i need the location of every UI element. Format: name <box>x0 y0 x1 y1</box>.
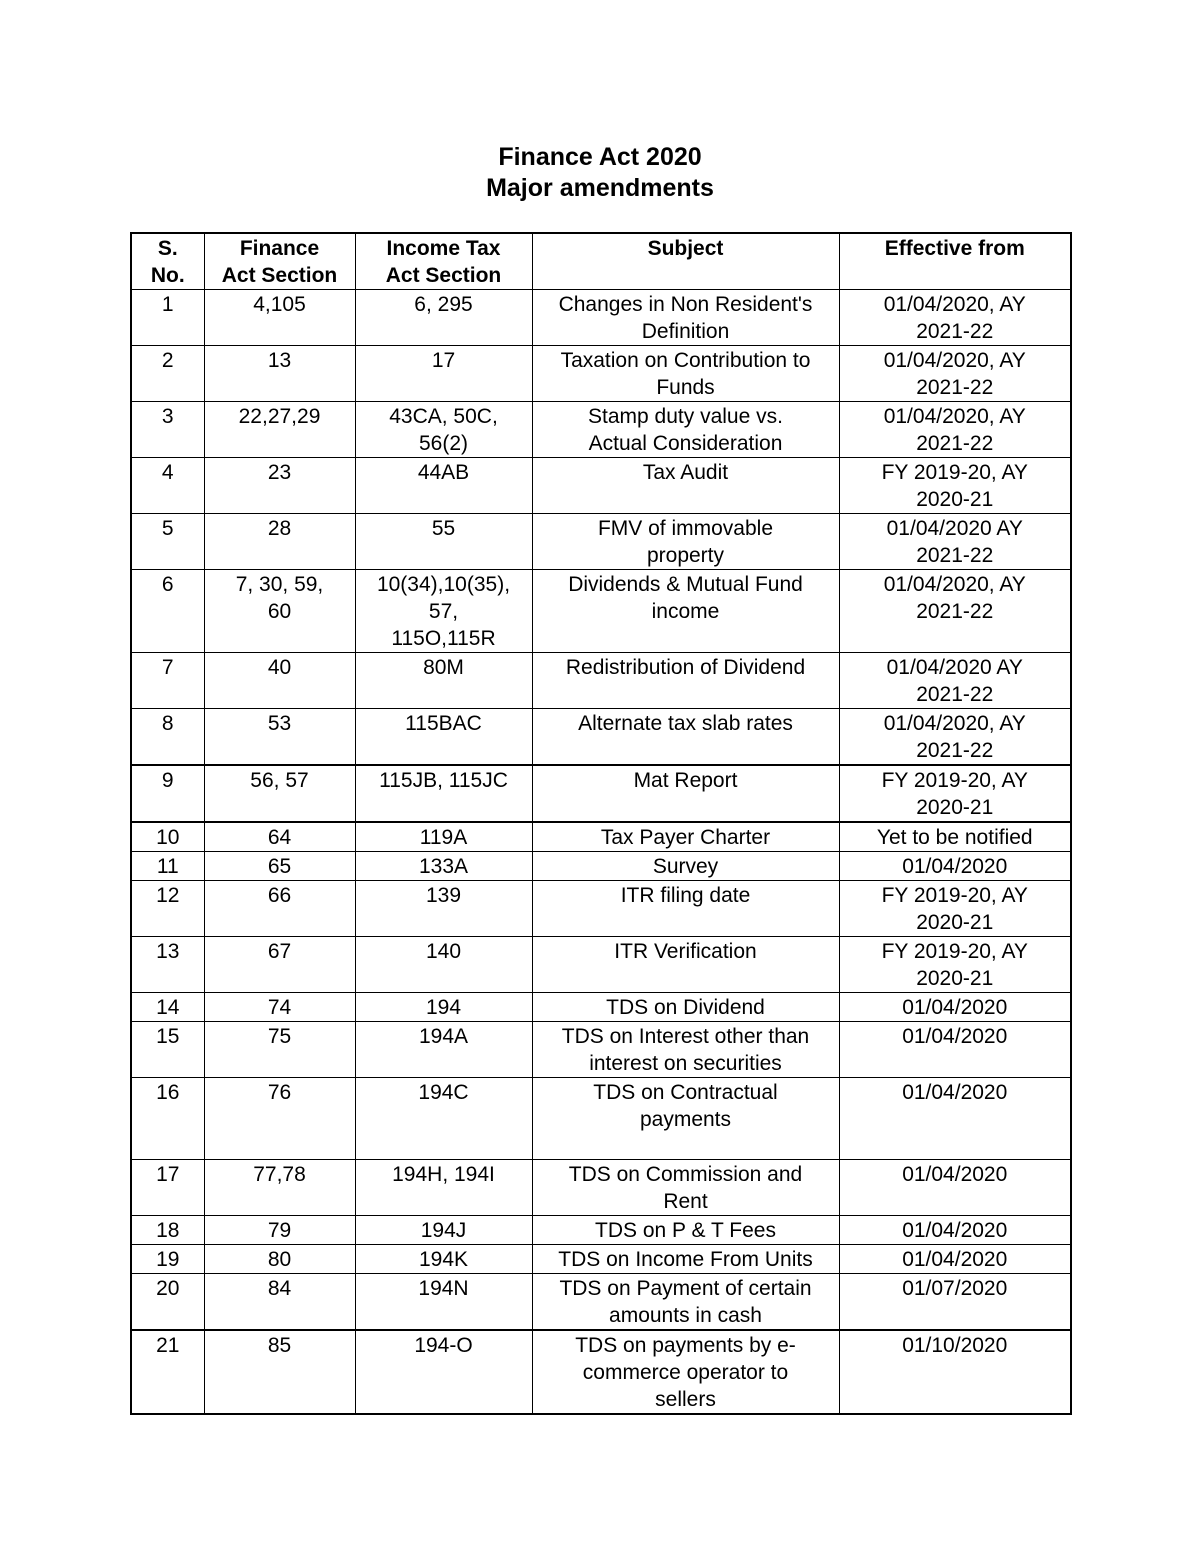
table-row <box>131 514 1071 570</box>
cell-serial-no: 10 <box>131 822 204 852</box>
cell-effective-from: 01/04/2020, AY 2021-22 <box>839 290 1071 346</box>
cell-income-tax-act-section: 115BAC <box>355 709 532 766</box>
cell-subject: Mat Report <box>532 765 839 822</box>
column-header-finance-act-section: Finance Act Section <box>204 233 355 290</box>
cell-subject: Alternate tax slab rates <box>532 709 839 766</box>
cell-finance-act-section: 53 <box>204 709 355 766</box>
table-row <box>131 458 1071 514</box>
cell-finance-act-section: 64 <box>204 822 355 852</box>
cell-finance-act-section: 40 <box>204 653 355 709</box>
cell-effective-from: FY 2019-20, AY 2020-21 <box>839 937 1071 993</box>
cell-income-tax-act-section: 55 <box>355 514 532 570</box>
cell-serial-no: 21 <box>131 1330 204 1414</box>
cell-subject: FMV of immovable property <box>532 514 839 570</box>
cell-subject: TDS on Commission and Rent <box>532 1160 839 1216</box>
amendments-table <box>130 232 1072 1415</box>
cell-serial-no: 7 <box>131 653 204 709</box>
cell-subject: TDS on Contractual payments <box>532 1078 839 1160</box>
cell-serial-no: 16 <box>131 1078 204 1160</box>
cell-serial-no: 12 <box>131 881 204 937</box>
cell-income-tax-act-section: 140 <box>355 937 532 993</box>
cell-serial-no: 2 <box>131 346 204 402</box>
cell-income-tax-act-section: 10(34),10(35), 57, 115O,115R <box>355 570 532 653</box>
cell-income-tax-act-section: 194H, 194I <box>355 1160 532 1216</box>
cell-subject: ITR Verification <box>532 937 839 993</box>
cell-finance-act-section: 76 <box>204 1078 355 1160</box>
cell-effective-from: 01/04/2020 AY 2021-22 <box>839 514 1071 570</box>
cell-serial-no: 18 <box>131 1216 204 1245</box>
cell-serial-no: 4 <box>131 458 204 514</box>
table-row <box>131 1330 1071 1414</box>
cell-income-tax-act-section: 194J <box>355 1216 532 1245</box>
cell-finance-act-section: 23 <box>204 458 355 514</box>
column-header-serial-no: S. No. <box>131 233 204 290</box>
cell-effective-from: Yet to be notified <box>839 822 1071 852</box>
cell-finance-act-section: 13 <box>204 346 355 402</box>
cell-effective-from: 01/04/2020, AY 2021-22 <box>839 709 1071 766</box>
cell-subject: TDS on P & T Fees <box>532 1216 839 1245</box>
cell-finance-act-section: 7, 30, 59, 60 <box>204 570 355 653</box>
table-row <box>131 290 1071 346</box>
table-row <box>131 822 1071 852</box>
cell-effective-from: 01/04/2020, AY 2021-22 <box>839 346 1071 402</box>
cell-serial-no: 1 <box>131 290 204 346</box>
cell-effective-from: 01/04/2020 <box>839 852 1071 881</box>
document-subtitle: Major amendments <box>486 174 714 202</box>
cell-finance-act-section: 79 <box>204 1216 355 1245</box>
cell-effective-from: 01/04/2020, AY 2021-22 <box>839 570 1071 653</box>
cell-finance-act-section: 4,105 <box>204 290 355 346</box>
cell-finance-act-section: 74 <box>204 993 355 1022</box>
table-body <box>131 290 1071 1415</box>
cell-subject: Taxation on Contribution to Funds <box>532 346 839 402</box>
cell-income-tax-act-section: 17 <box>355 346 532 402</box>
cell-income-tax-act-section: 119A <box>355 822 532 852</box>
cell-income-tax-act-section: 44AB <box>355 458 532 514</box>
cell-income-tax-act-section: 194A <box>355 1022 532 1078</box>
table-row <box>131 852 1071 881</box>
cell-effective-from: 01/04/2020 <box>839 993 1071 1022</box>
cell-income-tax-act-section: 6, 295 <box>355 290 532 346</box>
cell-serial-no: 17 <box>131 1160 204 1216</box>
table-row <box>131 1160 1071 1216</box>
cell-finance-act-section: 22,27,29 <box>204 402 355 458</box>
table-row <box>131 1078 1071 1160</box>
column-header-income-tax-act-section: Income Tax Act Section <box>355 233 532 290</box>
cell-effective-from: FY 2019-20, AY 2020-21 <box>839 881 1071 937</box>
document-header <box>0 142 1200 204</box>
cell-finance-act-section: 66 <box>204 881 355 937</box>
cell-subject: Changes in Non Resident's Definition <box>532 290 839 346</box>
table-row <box>131 570 1071 653</box>
table-row <box>131 709 1071 766</box>
cell-effective-from: FY 2019-20, AY 2020-21 <box>839 458 1071 514</box>
cell-subject: Redistribution of Dividend <box>532 653 839 709</box>
table-row <box>131 765 1071 822</box>
table-row <box>131 881 1071 937</box>
cell-effective-from: 01/04/2020 <box>839 1216 1071 1245</box>
column-header-subject: Subject <box>532 233 839 290</box>
cell-effective-from: 01/10/2020 <box>839 1330 1071 1414</box>
cell-finance-act-section: 28 <box>204 514 355 570</box>
cell-finance-act-section: 77,78 <box>204 1160 355 1216</box>
cell-income-tax-act-section: 194C <box>355 1078 532 1160</box>
cell-subject: TDS on Income From Units <box>532 1245 839 1274</box>
cell-effective-from: 01/04/2020 <box>839 1160 1071 1216</box>
cell-subject: Tax Payer Charter <box>532 822 839 852</box>
cell-income-tax-act-section: 194 <box>355 993 532 1022</box>
cell-effective-from: 01/04/2020 <box>839 1245 1071 1274</box>
cell-effective-from: FY 2019-20, AY 2020-21 <box>839 765 1071 822</box>
table-row <box>131 937 1071 993</box>
cell-serial-no: 19 <box>131 1245 204 1274</box>
cell-income-tax-act-section: 194-O <box>355 1330 532 1414</box>
cell-income-tax-act-section: 80M <box>355 653 532 709</box>
cell-effective-from: 01/07/2020 <box>839 1274 1071 1331</box>
cell-serial-no: 3 <box>131 402 204 458</box>
cell-finance-act-section: 56, 57 <box>204 765 355 822</box>
table-header <box>131 233 1071 290</box>
table-row <box>131 1022 1071 1078</box>
cell-income-tax-act-section: 139 <box>355 881 532 937</box>
table-row <box>131 346 1071 402</box>
cell-finance-act-section: 84 <box>204 1274 355 1331</box>
cell-finance-act-section: 75 <box>204 1022 355 1078</box>
cell-income-tax-act-section: 194K <box>355 1245 532 1274</box>
cell-finance-act-section: 67 <box>204 937 355 993</box>
cell-income-tax-act-section: 133A <box>355 852 532 881</box>
cell-subject: Dividends & Mutual Fund income <box>532 570 839 653</box>
cell-subject: TDS on Payment of certain amounts in cash <box>532 1274 839 1331</box>
table-row <box>131 1216 1071 1245</box>
cell-income-tax-act-section: 115JB, 115JC <box>355 765 532 822</box>
cell-finance-act-section: 85 <box>204 1330 355 1414</box>
cell-subject: TDS on Interest other than interest on securities <box>532 1022 839 1078</box>
cell-effective-from: 01/04/2020, AY 2021-22 <box>839 402 1071 458</box>
cell-serial-no: 9 <box>131 765 204 822</box>
cell-serial-no: 15 <box>131 1022 204 1078</box>
cell-subject: TDS on Dividend <box>532 993 839 1022</box>
cell-effective-from: 01/04/2020 <box>839 1022 1071 1078</box>
cell-subject: Survey <box>532 852 839 881</box>
column-header-effective-from: Effective from <box>839 233 1071 290</box>
cell-serial-no: 13 <box>131 937 204 993</box>
table-row <box>131 402 1071 458</box>
header-row <box>131 233 1071 290</box>
cell-subject: ITR filing date <box>532 881 839 937</box>
table-row <box>131 1274 1071 1331</box>
table-row <box>131 653 1071 709</box>
cell-subject: Tax Audit <box>532 458 839 514</box>
cell-subject: TDS on payments by e- commerce operator to sellers <box>532 1330 839 1414</box>
cell-serial-no: 5 <box>131 514 204 570</box>
cell-income-tax-act-section: 43CA, 50C, 56(2) <box>355 402 532 458</box>
document-title: Finance Act 2020 <box>498 143 702 171</box>
cell-serial-no: 14 <box>131 993 204 1022</box>
cell-serial-no: 20 <box>131 1274 204 1331</box>
cell-finance-act-section: 65 <box>204 852 355 881</box>
table-row <box>131 1245 1071 1274</box>
table-row <box>131 993 1071 1022</box>
cell-subject: Stamp duty value vs. Actual Consideration <box>532 402 839 458</box>
cell-effective-from: 01/04/2020 <box>839 1078 1071 1160</box>
cell-serial-no: 8 <box>131 709 204 766</box>
cell-finance-act-section: 80 <box>204 1245 355 1274</box>
cell-serial-no: 11 <box>131 852 204 881</box>
cell-serial-no: 6 <box>131 570 204 653</box>
cell-income-tax-act-section: 194N <box>355 1274 532 1331</box>
cell-effective-from: 01/04/2020 AY 2021-22 <box>839 653 1071 709</box>
